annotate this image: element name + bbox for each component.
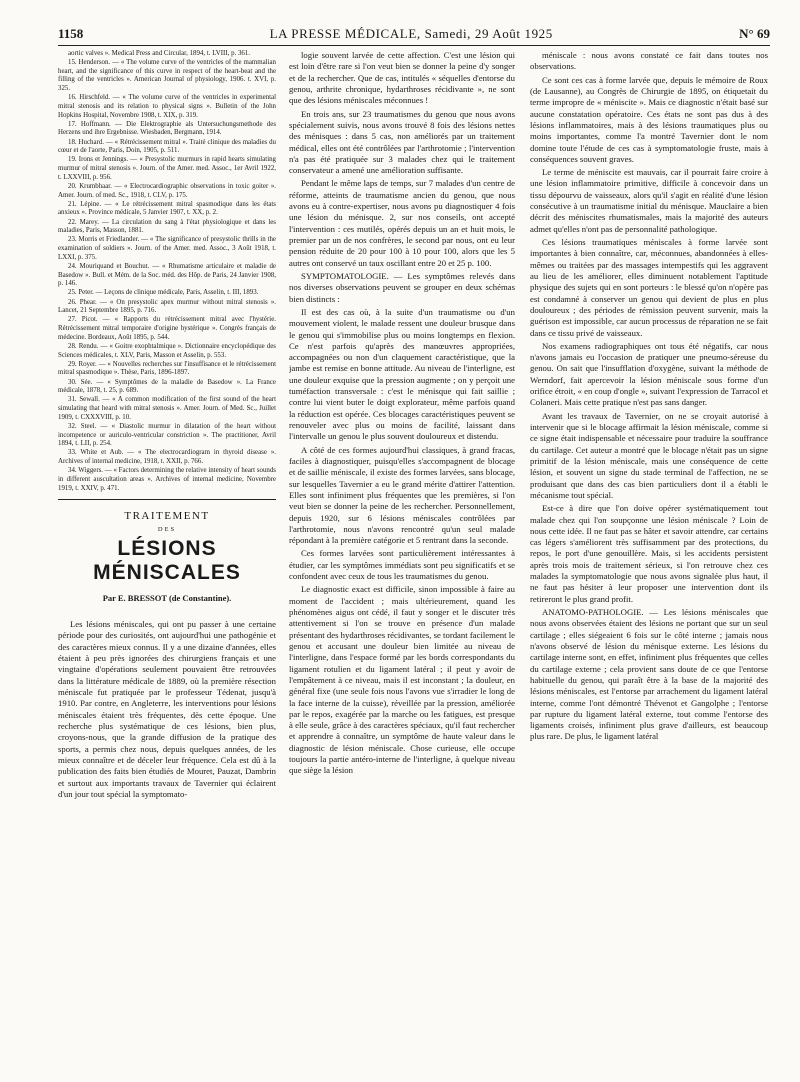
reference-item: 20. Krumbhaar. — « Electrocardiographic observations in toxic goiter ». Amer. Journ. of med. Sc., 1918, t. CLV, p. 175. <box>58 182 276 199</box>
article-kicker: TRAITEMENT <box>124 510 210 523</box>
article-paragraph: méniscale : nous avons constaté ce fait dans toutes nos observations. <box>530 50 768 72</box>
reference-item: 33. White et Aub. — « The electrocardiogram in thyroid disease ». Archives of internal medicine, 1918, t. XXII, p. 766. <box>58 449 276 466</box>
reference-item: 32. Steel. — « Diastolic murmur in dilatation of the heart without incompetence or auriculo-ventricular constriction ». The practitioner, Avril 1894, t. LII, p. 254. <box>58 422 276 448</box>
article-paragraph: Les lésions méniscales, qui ont pu passer à une certaine période pour des curiosités, ont aujourd'hui une pathogénie et des caractères mieux connus. Il y a une dizaine d'années, elles étaient à peu près ignorées des chirurgiens français et une vingtaine d'opérations seulement pouvaient être retrouvées dans la littérature médicale de 1889, où la première résection méniscale fut pratiquée par le professeur Tédenat, jusqu'à 1910. Par contre, en Angleterre, les interventions pour lésions méniscales étaient très fréquentes, dès cette époque. Une recherche plus systématique de ces lésions, bien plus, croyons-nous, que la grande diffusion de la pratique des sports, a permis chez nous, depuis quelques années, de les mieux connaître et de déceler leur fréquence. Cela est dû à la publication des faits bien étudiés de Mouret, Pauzat, Dambrin et surtout aux importants travaux de Tavernier qui éclairent d'un jour tout spécial la symptomato- <box>58 619 276 799</box>
reference-list <box>58 50 276 493</box>
reference-item: 23. Morris et Friedlander. — « The significance of presystolic thrills in the examination of soldiers ». Journ. of the Amer. med. Assoc., 3 Août 1918, t. LXXI, p. 375. <box>58 236 276 261</box>
article-paragraph: En trois ans, sur 23 traumatismes du genou que nous avons spécialement suivis, nous avons trouvé 8 fois des lésions nettes des ménisques : dans 5 cas, non améliorés par un traitement médical, elles ont été contrôlées par l'arthrotomie ; l'intervention n'a pas été pratiquée sur 3 malades chez qui le traitement conservateur a amené une amélioration suffisante. <box>289 108 515 176</box>
reference-item: 31. Sewall. — « A common modification of the first sound of the heart simulating that heard with mitral stenosis ». Amer. Journ. of Med. Sc., Juillet 1909, t. CXXXVIII, p. 10. <box>58 396 276 421</box>
reference-item: aortic valves ». Medical Press and Circular, 1894, t. LVIII, p. 361. <box>68 50 251 57</box>
reference-item: 34. Wiggers. — « Factors determining the relative intensity of heart sounds in different auscultation areas ». Archives of internal medicine, Novembre 1919, t. XXIV, p. 471. <box>58 467 276 492</box>
article-byline: Par E. BRESSOT (de Constantine). <box>102 593 232 604</box>
article-paragraph: Ce sont ces cas à forme larvée que, depuis le mémoire de Roux (de Lausanne), au Congrès de Chirurgie de 1895, on étiquetait du terme impropre de « méniscite ». Mais ce diagnostic n'était basé sur aucune constatation opératoire. Ces états ne sont pas dus à des lésions inflammatoires, mais à des lésions traumatiques plus ou moins importantes, comme l'a montré Tavernier dont le nom domine toute l'étude de ces cas à symptomatologie fruste, mais à conséquences souvent graves. <box>530 74 768 164</box>
reference-item: 27. Picot. — « Rapports du rétrécissement mitral avec l'hystérie. Rétrécissement mitral temporaire d'origine hystérique ». Congrès français de médecine. Bordeaux, Août 1895, p. 544. <box>58 316 276 341</box>
reference-item: 17. Hoffmann. — Die Elektrographie als Untersuchungsmethode des Herzens und ihre Ergebnisse. Wiesbaden, Bergmann, 1914. <box>58 120 276 137</box>
column-middle <box>289 50 515 1065</box>
article-paragraph: ANATOMO-PATHOLOGIE. — Les lésions méniscales que nous avons observées étaient des lésions ne portant que sur un seul cartilage ; elles siégeaient 6 fois sur le côté interne ; jamais nous n'avons observé de lésion du ménisque externe. Les lésions du cartilage interne sont, en effet, infiniment plus fréquentes que celles du cartilage externe ; cela provient sans doute de ce que l'entorse habituelle du genou, qui paraît être à la base de la majorité des lésions méniscales, est l'entorse par arrachement du ligament latéral interne, comme l'ont démontré Thévenot et Gangolphe ; l'entorse par rupture du ligament latéral externe, tout comme l'entorse des ligaments croisés, infiniment plus grave d'ailleurs, est beaucoup plus rare. De plus, le ligament latéral <box>530 607 768 742</box>
article-body-col1 <box>58 619 276 800</box>
article-paragraph: Pendant le même laps de temps, sur 7 malades d'un centre de réforme, atteints de traumatisme ancien du genou, que nous avons eu à contre-expertiser, nous avons pu diagnostiquer 4 fois une lésion du ménisque. 2, sur nos conseils, ont accepté l'intervention : ces mutilés, opérés depuis un an et huit mois, le premier par un de nos confrères, le second par nous, ont eu leur pension réduite de 20 pour 100 à 10 pour 100, alors que les 5 autres ont conservé un taux oscillant entre 20 et 25 p. 100. <box>289 178 515 268</box>
article-paragraph: Avant les travaux de Tavernier, on ne se croyait autorisé à intervenir que si le blocage affirmait la lésion méniscale, comme si ce signe était indispensable et nécessaire pour traduire la souffrance du cartilage. Cet auteur a montré que le blocage n'était pas un signe primitif de la lésion méniscale, mais une conséquence de cette lésion, et souvent un signe du stade terminal de l'affection, ne se produisant que dans des cas bien particuliers dont il a établi le mécanisme tout spécial. <box>530 410 768 500</box>
article-paragraph: Le diagnostic exact est difficile, sinon impossible à faire au moment de l'accident ; mais ultérieurement, quand les phénomènes aigus ont cédé, il faut y songer et le discuter très attentivement si l'on se trouve en présence d'un malade présentant des hydarthroses récidivantes, se tordant facilement le genou et accusant une douleur bien limitée au niveau de l'interligne, dans l'espace formé par les bords correspondants du ligament rotulien et du ligament latéral ; il peut y avoir de l'empâtement à ce niveau, mais il est inconstant ; la douleur, en général fixe (une seule fois nous l'avons vue s'irradier le long de la face interne de la cuisse), réveillée par la pression, améliorée par le repos, exagérée par la marche ou les fatigues, est presque à elle seule, grâce à des caractères spéciaux, qu'il faut rechercher et apprendre à connaître, un symptôme de haute valeur dans le diagnostic de lésion méniscale. Chose curieuse, elle occupe toujours la partie antéro-interne de l'interligne, à quelque niveau que siège la lésion <box>289 584 515 776</box>
article-paragraph: A côté de ces formes aujourd'hui classiques, à grand fracas, faciles à diagnostiquer, puisqu'elles s'accompagnent de blocage et de saillie méniscale, il existe des formes larvées, sans blocage, sur lesquelles Tavernier a eu le grand mérite d'attirer l'attention. Elles sont infiniment plus fréquentes que les premières, si l'on veut bien se donner la peine de les rechercher. Personnellement, depuis 1920, sur 6 lésions méniscales contrôlées par l'arthrotomie, nous n'avons rencontré qu'un seul malade répondant à la première catégorie et 5 rentrant dans la seconde. <box>289 444 515 546</box>
reference-item: 25. Peter. — Leçons de clinique médicale, Paris, Asselin, t. III, 1893. <box>68 289 259 297</box>
article-paragraph: logie souvent larvée de cette affection. C'est une lésion qui est loin d'être rare si l'on veut bien se donner la peine d'y songer et de la rechercher. Que de cas, intitulés « séquelles d'entorse du genou, arthrite chronique, hydarthroses récidivante », ne sont que des lésions méniscales méconnues ! <box>289 50 515 106</box>
reference-item: 19. Irons et Jennings. — « Presystolic murmurs in rapid hearts simulating murmur of mitral stenosis ». Journ. of the Amer. med. Assoc., 1er Avril 1922, t. LXXVIII, p. 956. <box>58 156 276 181</box>
article-title: LÉSIONS MÉNISCALES <box>93 537 241 585</box>
article-paragraph: Est-ce à dire que l'on doive opérer systématiquement tout malade chez qui l'on soupçonne une lésion méniscale ? Loin de nous cette idée. Il ne faut pas se hâter et savoir attendre, car certains cas légers s'améliorent très suffisamment par des protections, du repos, le port d'une genouillère. Mais, si les accidents persistent après trois mois de traitement sérieux, si l'on retrouve chez ces malades la symptomatologie que nous avons signalée plus haut, il ne faut pas hésiter à leur proposer une intervention dont ils retireront le plus grand profit. <box>530 503 768 604</box>
page-number: 1158 <box>58 26 84 41</box>
article-paragraph: Ces formes larvées sont particulièrement intéressantes à étudier, car les symptômes immédiats sont peu significatifs et se confondent avec ceux de tous les traumatismes du genou. <box>289 548 515 582</box>
article-paragraph: Nos examens radiographiques ont tous été négatifs, car nous n'avons jamais eu l'occasion de pratiquer une pneumo-séreuse du genou. On sait que l'insufflation d'oxygène, suivant la méthode de Werndorf, fait apercevoir la lésion méniscale sous forme d'un orifice étroit, « en coup d'ongle », suivant l'expression de Tarracol et Colaneri. Mais cette pratique n'est pas sans danger. <box>530 340 768 408</box>
section-rule <box>58 499 276 500</box>
reference-item: 15. Henderson. — « The volume curve of the ventricles of the mammalian heart, and the significance of this curve in respect of the heart-beat and the filling of the ventricles ». American Journal of physiology, 1906. t. XVI, p. 325. <box>58 59 276 93</box>
masthead: LA PRESSE MÉDICALE, Samedi, 29 Août 1925 <box>269 26 553 41</box>
reference-item: 24. Mouriquand et Bouchut. — « Rhumatisme articulaire et maladie de Basedow ». Bull. et Mém. de la Soc. méd. des Hôp. de Paris, 24 Janvier 1908, p. 146. <box>58 262 276 288</box>
reference-item: 29. Royer. — « Nouvelles recherches sur l'insuffisance et le rétrécissement mitral spasmodique ». Thèse, Paris, 1896-1897. <box>58 360 276 377</box>
reference-item: 16. Hirschfeld. — « The volume curve of the ventricles in experimental mitral stenosis and its relation to physical signs ». Bulletin of the John Hopkins Hospital, Novembre 1908, t. XIX, p. 319. <box>58 94 276 119</box>
article-paragraph: Ces lésions traumatiques méniscales à forme larvée sont importantes à bien connaître, car, méconnues, abandonnées à elles-mêmes ou traitées par des massages intempestifs qui les aggravent au lieu de les améliorer, elles diminuent notablement l'aptitude physique des sujets qui en sont porteurs : le blessé qu'on n'opère pas est condamné à conserver un genou qui devient de plus en plus douloureux ; des périodes de rémission peuvent survenir, mais la guérison est impossible, car aucun processus de réparation ne se fait dans ce tissu privé de vaisseaux. <box>530 237 768 338</box>
column-right <box>530 50 768 1065</box>
reference-item: 22. Marey. — La circulation du sang à l'état physiologique et dans les maladies, Paris, Masson, 1881. <box>58 218 276 235</box>
article-paragraph: SYMPTOMATOLOGIE. — Les symptômes relevés dans nos diverses observations peuvent se grouper en deux schémas bien distincts : <box>289 270 515 304</box>
reference-item: 28. Rendu. — « Goitre exophtalmique ». Dictionnaire encyclopédique des Sciences médicales, t. XLV, Paris, Masson et Asselin, p. 553. <box>58 342 276 359</box>
issue-number: N° 69 <box>739 26 770 41</box>
page-header <box>58 26 770 46</box>
article-des: DES <box>157 526 177 534</box>
reference-item: 30. Sée. — « Symptômes de la maladie de Basedow ». La France médicale, 1878, t. 25, p. 689. <box>58 378 276 395</box>
column-left <box>58 50 276 1065</box>
reference-item: 26. Phear. — « On presystolic apex murmur without mitral stenosis ». Lancet, 21 Septembre 1895, p. 716. <box>58 298 276 315</box>
reference-item: 21. Lépine. — « Le rétrécissement mitral spasmodique dans les états anxieux ». Province médicale, 5 Janvier 1907, t. XX, p. 2. <box>58 200 276 217</box>
article-heading <box>58 510 276 603</box>
article-paragraph: Le terme de méniscite est mauvais, car il pourrait faire croire à une lésion inflammatoire primitive, difficile à concevoir dans un tissu dépourvu de vaisseaux, alors qu'il s'agit en réalité d'une lésion consécutive à un traumatisme initial du ménisque. Mauclaire a bien décrit des méniscites rhumatismales, mais la majorité des auteurs admet qu'elles n'ont pas de personnalité pathologique. <box>530 167 768 234</box>
reference-item: 18. Huchard. — « Rétrécissement mitral ». Traité clinique des maladies du cœur et de l'aorte, Paris, Doin, 1905, p. 511. <box>58 138 276 155</box>
article-paragraph: Il est des cas où, à la suite d'un traumatisme ou d'un mouvement violent, le malade ressent une douleur brusque dans le genou qui s'immobilise plus ou moins longtemps en flexion. Ce n'est parfois qu'après des manœuvres appropriées, accompagnées ou non d'un claquement caractéristique, que la jambe est remise en bonne attitude. Au niveau de l'interligne, est une douleur exquise que la pression augmente ; on y perçoit une tuméfaction transversale : c'est le ménisque qui fait saillie ; contre lui vient buter le doigt explorateur, même parfois quand la réduction est opérée. Ces blocages caractéristiques peuvent se renouveler avec plus ou moins de facilité, laissant dans l'intervalle un genou le plus souvent douloureux et distendu. <box>289 306 515 442</box>
